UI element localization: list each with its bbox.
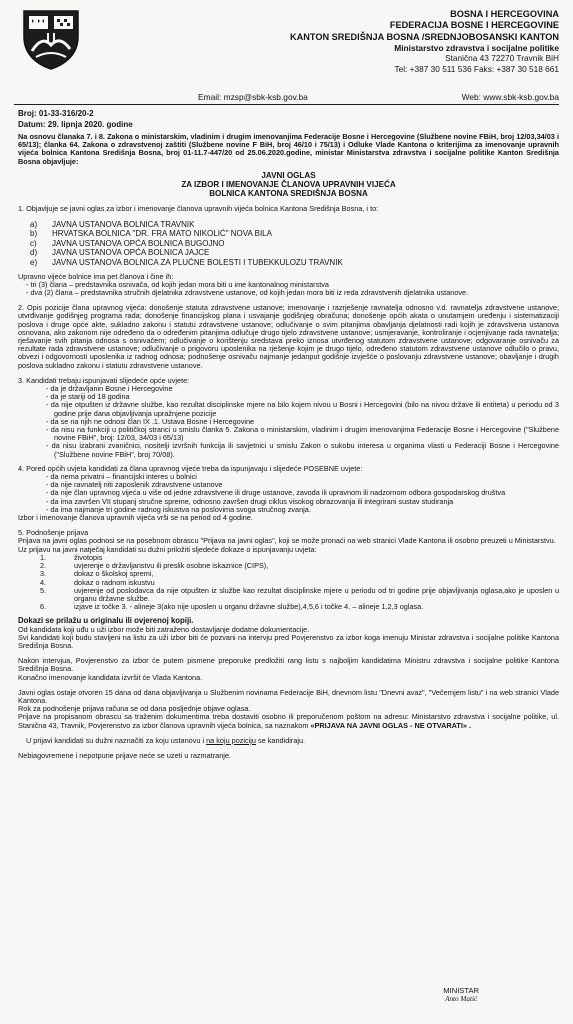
- section-4-text: 4. Pored općih uvjeta kandidati za člana upravnog vijeće treba da ispunjavaju i slijedeće POSEBNE uvjete:: [18, 463, 363, 473]
- special-conditions-list: [18, 473, 559, 514]
- signature-block: [443, 986, 479, 1004]
- list-item: 6. izjave iz točke 3. - alineje 3(ako nije uposlen u organu državne službe),4,5,6 i točke 4. – alineje 1,2,3 oglasa.: [40, 602, 424, 612]
- section-5-heading: 5. Podnošenje prijava: [18, 528, 89, 538]
- list-item: - da nije otpušten iz državne službe, kao rezultat disciplinske mjere na bilo kojem nivou u Bosni i Hercegovini (bilo na nivou države ili entiteta) u periodu od 3 godine prije dana objavljivanja upražnjene pozicije: [46, 400, 559, 418]
- header-federation: FEDERACIJA BOSNE I HERCEGOVINE: [389, 20, 559, 31]
- ad-title: [18, 171, 559, 199]
- list-item: e) JAVNA USTANOVA BOLNICA ZA PLUĆNE BOLESTI I TUBEKKULOZU TRAVNIK: [30, 258, 343, 267]
- reference-date: Datum: 29. lipnja 2020. godine: [18, 119, 133, 129]
- list-item: - da ima završen VII stupanj stručne spreme, odnosno završen drugi ciklus visokog obrazovanja ili integrirani sustav studiranja: [46, 496, 454, 506]
- required-documents-list: [18, 554, 559, 611]
- coat-of-arms-icon: [20, 3, 82, 71]
- list-item: - da nisu izabrani zvaničnici, nositelji izvršnih funkcija ili savjetnici u smislu Zakon o sukobu interesa u organima vlasti u Federaciji Bosne i Hercegovine ("Službene novine FBiH", broj 70/08).: [46, 441, 559, 459]
- list-item: - da nisu na funkciji u političkoj stranci u smislu članka 5. Zakona o ministarskim, vladinim i drugim imenovanjima Federacije Bosne i Hercegovine ("Službene novine FBiH", broj: 12/03, 34/03 i 65/13): [46, 425, 559, 443]
- header-address: Stanična 43 72270 Travnik BiH: [445, 53, 559, 64]
- originals-heading: Dokazi se prilažu u originalu ili ovjerenoj kopiji.: [18, 616, 194, 626]
- reference-number: Broj: 01-33-316/20-2: [18, 109, 94, 118]
- publication-paragraph: Javni oglas ostaje otvoren 15 dana od dana objavljivanja u Službenim novinama Federacije BiH, dnevnom listu "Dnevni avaz", "Večernjem listu" i na web stranici Vlade Kantona.: [18, 687, 559, 705]
- title-line-2: ZA IZBOR I IMENOVANJE ČLANOVA UPRAVNIH VIJEĆA: [181, 180, 396, 190]
- list-item: - da nema privatni – financijski interes u bolnici: [46, 472, 197, 482]
- header-divider: [14, 104, 559, 105]
- reference-block: [18, 109, 133, 130]
- submission-paragraph: Prijave na propisanom obrascu sa traženim dokumentima treba dostaviti osobno ili preporučenom poštom na adresu: Ministarstvo zdravstva i socijalne politike, ul. Stanična 43, Travnik, Povjerenstvo za izbor članova upravnih vijeća bolnica, sa naznakom «PRIJAVA NA JAVNI OGLAS - NE OTVARATI» .: [18, 712, 559, 730]
- list-item: a) JAVNA USTANOVA BOLNICA TRAVNIK: [30, 219, 195, 229]
- header-country: BOSNA I HERCEGOVINA: [450, 9, 559, 19]
- council-item-founders: - tri (3) člana – predstavnika osnivača, od kojih jedan mora biti u ime kantonalnog ministarstva: [26, 279, 329, 289]
- list-item: 4. dokaz o radnom iskustvu: [40, 577, 155, 587]
- title-line-3: BOLNICA KANTONA SREDIŠNJA BOSNA: [209, 189, 368, 199]
- list-item: - da nije član upravnog vijeća u više od jedne zdravstvene ili druge ustanove, zavoda ili upravnom ili nadzornom odbora gospodarskog društva: [46, 488, 506, 498]
- term-of-office: Izbor i imenovanje članova upravnih vijeća vrši se na period od 4 godine.: [18, 513, 253, 523]
- list-item: d) JAVNA USTANOVA OPĆA BOLNICA JAJCE: [30, 248, 210, 258]
- list-item: b) HRVATSKA BOLNICA "DR. FRA MATO NIKOLIĆ" NOVA BILA: [30, 229, 272, 239]
- section-3-text: 3. Kandidati trebaju ispunjavati slijedeće opće uvjete:: [18, 375, 190, 385]
- application-form-paragraph: Prijava na javni oglas podnosi se na posebnom obrascu "Prijava na javni oglas", koji se može pronaći na web stranici Vlade Kantona ili osobno preuzeti u Ministarstvu.: [18, 536, 556, 546]
- header-email: Email: mzsp@sbk-ksb.gov.ba: [198, 92, 308, 102]
- originals-line-1: Od kandidata koji uđu u uži izbor može biti zatraženo dostavljanje dodatne dokumentacije.: [18, 624, 310, 634]
- header-phone-fax: Tel: +387 30 511 536 Faks: +387 30 518 661: [394, 63, 559, 74]
- list-item: - da nije ravnatelj niti zaposlenik zdravstvene ustanove: [46, 480, 223, 490]
- list-item: - da je stariji od 18 godina: [46, 392, 130, 402]
- envelope-marking: «PRIJAVA NA JAVNI OGLAS - NE OTVARATI» .: [310, 720, 472, 730]
- list-item: - da se na njih ne odnosi član IX .1. Ustava Bosne i Hercegovine: [46, 416, 255, 426]
- list-item: 5. uvjerenje od poslodavca da nije otpušten iz službe kao rezultat disciplinske mjere u periodu od tri godine prije objavljivanja oglasa,ako je uposlen u organu državne službe.: [40, 585, 559, 603]
- section-1-text: 1. Objavljuje se javni oglas za izbor i imenovanje članova upravnih vijeća bolnica Kantona Središnja Bosna, i to:: [18, 204, 379, 214]
- rejection-note: Nebiagovremene i nepotpune prijave neće se uzeti u razmatranje.: [18, 750, 231, 760]
- required-documents-intro: Uz prijavu na javni natječaj kandidati su dužni priložiti sljedeće dokaze o ispunjavanju uvjeta:: [18, 544, 317, 554]
- deadline-line: Rok za podnošenje prijava računa se od dana posljednje objave oglasa.: [18, 704, 251, 714]
- header-canton: KANTON SREDIŠNJA BOSNA /SREDNJOBOSANSKI KANTON: [289, 31, 559, 42]
- title-line-1: JAVNI OGLAS: [261, 170, 316, 180]
- council-item-staff: - dva (2) člana – predstavnika stručnih djelatnika zdravstvene ustanove, od kojih jedan mora biti iz reda zdravstvenih djelatnika ustanove.: [26, 288, 469, 297]
- list-item: c) JAVNA USTANOVA OPĆA BOLNICA BUGOJNO: [30, 238, 225, 248]
- signature-title: MINISTAR: [443, 986, 479, 995]
- header-ministry: Ministarstvo zdravstva i socijalne politike: [394, 42, 559, 53]
- signature-name: Anto Matić: [445, 995, 478, 1003]
- section-2-paragraph: 2. Opis pozicije člana upravnog vijeća: donošenje statuta zdravstvene ustanove; imenovanje i razrješenje ravnatelja odnosno v.d. ravnatelja zdravstvene ustanove; utvrđivanje godišnjeg programa rada; donošenje financijskog plana i usvajanje godišnjeg obračuna; donošenje općih akata o unutarnjem uređenju i sistematizaciji poslova i druge opće akte, sukladno zakonu i statutu zdravstvene ustanove; odlučivanje o svim pitanjima obavljanja djelatnosti radi kojih je zdravstvena ustanova osnovana, ako zakonom nije određeno da o određenim pitanjima odlučuje drugo tijelo zdravstvene ustanove; usmjeravanje, kontroliranje i ocjenjivanje rada ravnatelja; rješavanje svih pitanja odnosa s osnivačem; odlučivanje o korištenju sredstava preko iznosa utvrđenog statutom zdravstvene ustanove; odgovaranje osnivaču za rezultate rada zdravstvene ustanove; odlučivanje o prigovoru uposlenika na rješenje kojim je drugo tijelo, određeno statutom zdravstvene ustanove odlučilo o pravu, obvezi i odgovornosti uposlenika iz radnog odnosa; podnošenje osnivaču najmanje jedanput godišnje izvješće o poslovanju zdravstvene ustanove; obavljanje i drugih poslova sukladno zakonu i statutu zdravstvene ustanove.: [18, 303, 559, 370]
- interview-paragraph: Nakon intervjua, Povjerenstvo za izbor će putem pismene preporuke predložiti rang listu s najboljim kandidatima Ministru zdravstva i socijalne politike Kantona Središnja Bosna.: [18, 656, 559, 674]
- originals-line-2: Svi kandidati koji budu stavljeni na listu za uži izbor biti će pozvani na intervju pred Povjerenstvo za izbor koga imenuju Ministar zdravstva i socijalne politike Kantona Središnja Bosna.: [18, 632, 559, 650]
- list-item: 2. uvjerenje o državljanstvu ili preslik osobne iskaznice (CIPS),: [40, 561, 269, 571]
- letterhead: [119, 9, 559, 74]
- list-item: - da ima najmanje tri godine radnog iskustva na poslovima svoga stručnog zvanja.: [46, 504, 311, 514]
- general-conditions-list: [18, 385, 559, 459]
- final-appointment: Konačno imenovanje kandidata izvršit će Vlada Kantona.: [18, 672, 203, 682]
- contact-line: [198, 93, 559, 101]
- position-note: U prijavi kandidati su dužni naznačiti za koju ustanovu i na koju poziciju se kandidiraju.: [26, 735, 306, 745]
- intro-paragraph: Na osnovu članaka 7. i 8. Zakona o ministarskim, vladinim i drugim imenovanjima Federacije Bosne i Hercegovine (Službene novine FBiH, broj 12/03,34/03 i 65/13); članka 64. Zakona o zdravstvenoj zaštiti (Službene novine F BiH, broj 46/10 i 75/13) i Odluke Vlade Kantona o kriterijima za imenovanje upravnih vijeća bolnica Kantona Središnja Bosna, broj 01-11.7-447/20 od 25.06.2020.godine, ministar Ministarstva zdravstva i socijalne politike Kanton Središnja Bosna objavljuje:: [18, 132, 559, 166]
- list-item: 1. životopis: [40, 552, 103, 562]
- list-item: 3. dokaz o školskoj spremi,: [40, 569, 154, 579]
- list-item: - da je državljanin Bosne i Hercegovine: [46, 384, 173, 394]
- header-web: Web: www.sbk-ksb.gov.ba: [461, 92, 559, 102]
- council-intro: Upravno vijeće bolnice ima pet članova i čine ih:: [18, 271, 174, 281]
- hospital-list: [18, 220, 559, 268]
- document-body: [18, 133, 559, 760]
